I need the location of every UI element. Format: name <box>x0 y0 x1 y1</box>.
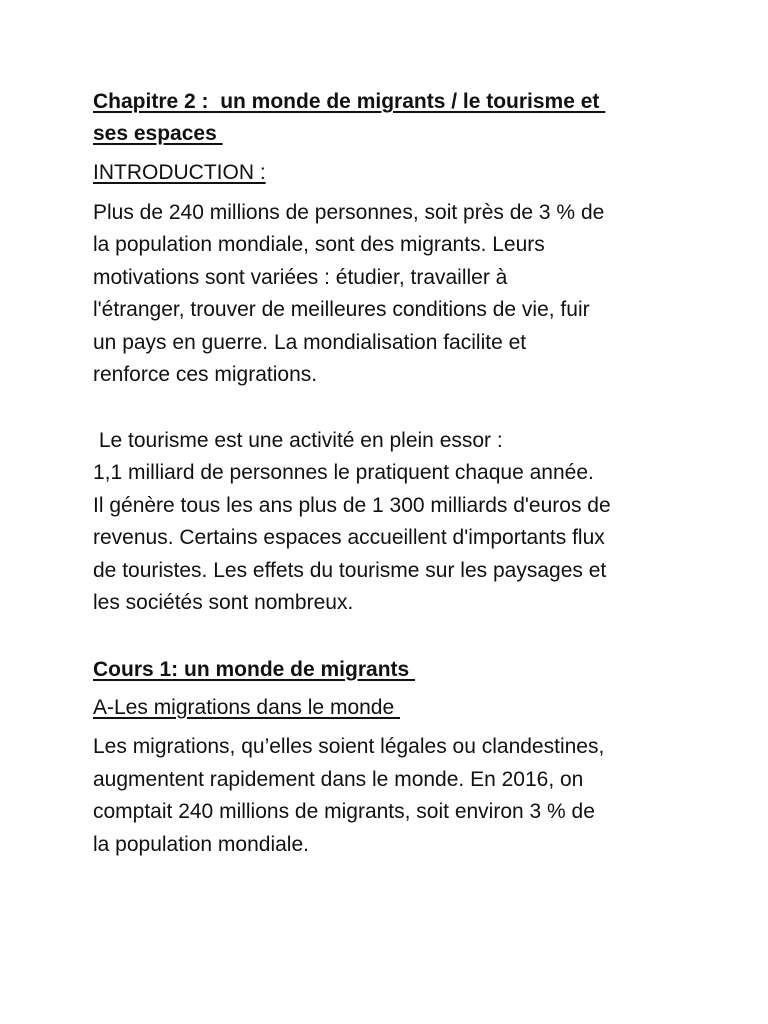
paragraph-line: de touristes. Les effets du tourisme sur les paysages et <box>93 558 607 582</box>
paragraph-line: Le tourisme est une activité en plein essor : <box>93 428 503 452</box>
paragraph-line: Les migrations, qu’elles soient légales ou clandestines, <box>93 735 605 758</box>
chapter-title-line-1: Chapitre 2 : un monde de migrants / le tourisme et <box>93 90 606 113</box>
course-section-title-text: Cours 1: un monde de migrants <box>93 657 416 681</box>
paragraph-line: Plus de 240 millions de personnes, soit près de 3 % de <box>93 200 605 224</box>
course-section-title <box>93 654 683 686</box>
paragraph-line: 1,1 milliard de personnes le pratiquent chaque année. <box>93 461 594 484</box>
migration-paragraph <box>93 731 683 861</box>
paragraph-line: renforce ces migrations. <box>93 363 318 386</box>
paragraph-line: comptait 240 millions de migrants, soit environ 3 % de <box>93 800 595 823</box>
paragraph-line: augmentent rapidement dans le monde. En 2016, on <box>93 767 584 791</box>
subsection-title <box>93 692 683 725</box>
paragraph-line: Il génère tous les ans plus de 1 300 milliards d'euros de <box>93 493 611 517</box>
document-content <box>93 86 683 861</box>
paragraph-line: la population mondiale, sont des migrants. Leurs <box>93 233 545 256</box>
paragraph-line: les sociétés sont nombreux. <box>93 591 354 614</box>
introduction-label: INTRODUCTION : <box>93 161 266 184</box>
paragraph-line: l'étranger, trouver de meilleures conditions de vie, fuir <box>93 298 590 321</box>
chapter-title-line-2: ses espaces <box>93 122 223 145</box>
introduction-paragraph <box>93 197 683 392</box>
subsection-title-text: A-Les migrations dans le monde <box>93 695 400 719</box>
paragraph-line: motivations sont variées : étudier, travailler à <box>93 265 508 289</box>
tourism-paragraph <box>93 425 683 620</box>
paragraph-line: la population mondiale. <box>93 832 309 856</box>
paragraph-line: revenus. Certains espaces accueillent d'importants flux <box>93 526 605 549</box>
paragraph-line: un pays en guerre. La mondialisation facilite et <box>93 330 527 354</box>
chapter-title <box>93 86 683 150</box>
